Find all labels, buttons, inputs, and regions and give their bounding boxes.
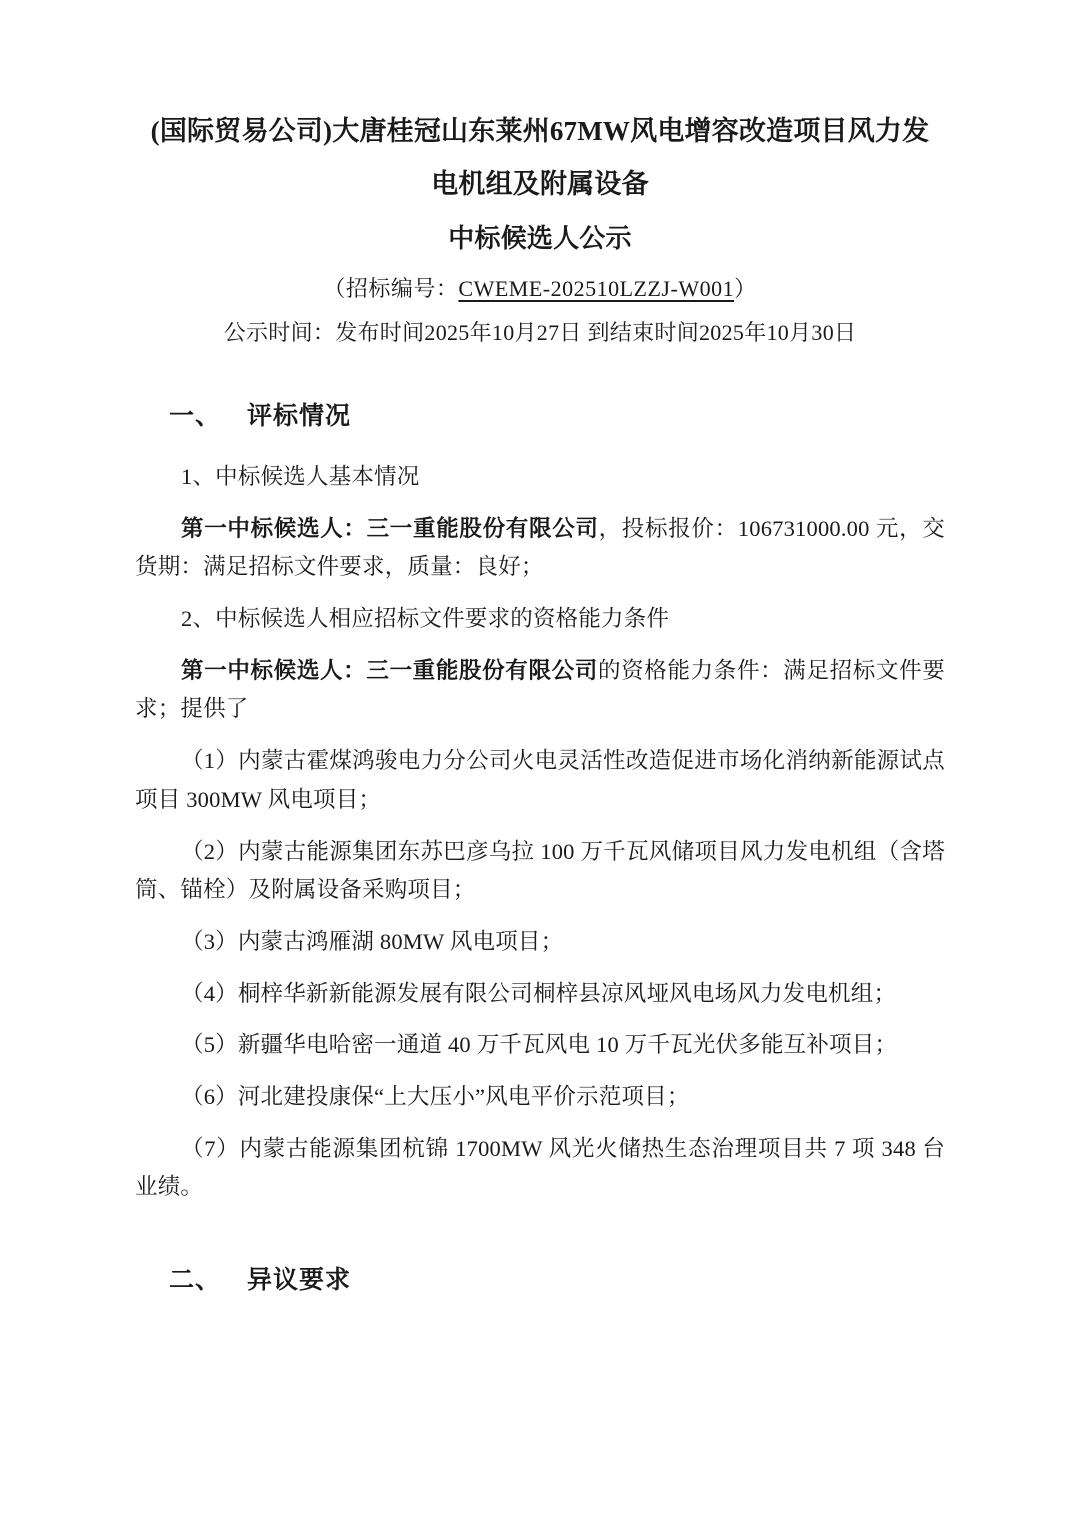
document-title-block: [135, 118, 945, 344]
section-one-index: 一、: [169, 403, 222, 430]
section-heading-two: [135, 1260, 945, 1296]
candidate-1-qual-name: 第一中标候选人：三一重能股份有限公司: [181, 657, 598, 683]
publicity-period: 公示时间：发布时间2025年10月27日 到结束时间2025年10月30日: [223, 320, 857, 345]
bid-number-line: [135, 278, 945, 300]
performance-item: （7）内蒙古能源集团杭锦 1700MW 风光火储热生态治理项目共 7 项 348 台业绩。: [135, 1135, 945, 1200]
section-two-index: 二、: [169, 1267, 222, 1294]
bid-number-prefix: （招标编号：: [323, 276, 459, 301]
candidate-1-qualification: [135, 652, 945, 729]
performance-item: （5）新疆华电哈密一通道 40 万千瓦风电 10 万千瓦光伏多能互补项目；: [181, 1032, 898, 1058]
performance-item: （3）内蒙古鸿雁湖 80MW 风电项目；: [181, 928, 564, 954]
page-title-line-1: (国际贸易公司)大唐桂冠山东莱州67MW风电增容改造项目风力发: [150, 116, 930, 146]
bid-number-value: CWEME-202510LZZJ-W001: [458, 276, 735, 301]
bid-number-suffix: ）: [734, 276, 757, 301]
performance-item: （2）内蒙古能源集团东苏巴彦乌拉 100 万千瓦风储项目风力发电机组（含塔筒、锚栓）及附属设备采购项目；: [135, 838, 945, 903]
candidate-1-basic: [135, 510, 945, 587]
candidate-1-qual-details: 的资格能力条件：满足招标文件要求；提供了: [135, 657, 945, 722]
item-2-label: 2、中标候选人相应招标文件要求的资格能力条件: [181, 606, 670, 632]
item-1-label: 1、中标候选人基本情况: [181, 464, 420, 489]
page-title-line-3: 中标候选人公示: [448, 224, 632, 253]
performance-item: （1）内蒙古霍煤鸿骏电力分公司火电灵活性改造促进市场化消纳新能源试点项目 300MW 风电项目；: [135, 748, 945, 812]
section-spacer: [135, 1220, 945, 1242]
section-two-title: 异议要求: [247, 1267, 352, 1294]
section-one-title: 评标情况: [247, 403, 352, 430]
section-heading-one: [135, 396, 945, 432]
performance-item: （6）河北建投康保“上大压小”风电平价示范项目；: [181, 1083, 690, 1109]
candidate-1-details: ，投标报价：106731000.00 元，交货期：满足招标文件要求，质量：良好；: [135, 515, 945, 580]
candidate-1-name: 第一中标候选人：三一重能股份有限公司: [181, 515, 599, 541]
performance-item: （4）桐梓华新新能源发展有限公司桐梓县凉风垭风电场风力发电机组；: [181, 980, 897, 1006]
page-title-line-2: 电机组及附属设备: [431, 169, 649, 199]
